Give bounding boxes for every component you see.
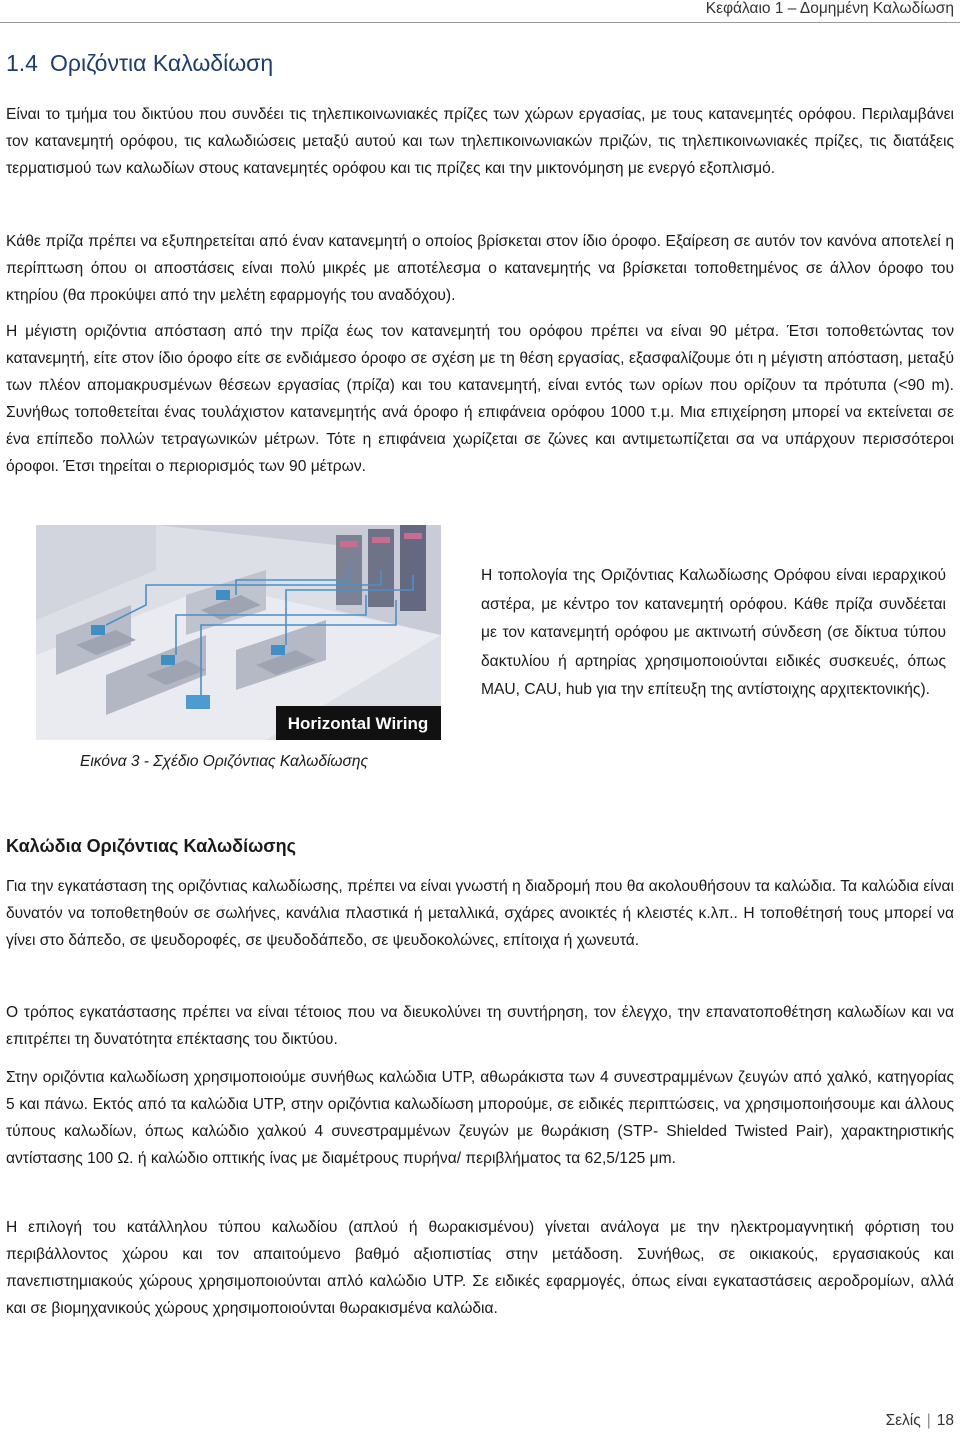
paragraph-installation-method: Ο τρόπος εγκατάστασης πρέπει να είναι τέτοιος που να διευκολύνει τη συντήρηση, τον έλεγχο, την επανατοποθέτηση καλωδίων και να επιτρέπει τη δυνατότητα επέκτασης του δικτύου. — [6, 1004, 954, 1048]
page-number: 18 — [936, 1412, 954, 1429]
computer — [91, 625, 105, 635]
left-wall — [36, 525, 156, 620]
section-title-text: Οριζόντια Καλωδίωση — [49, 50, 274, 76]
horizontal-wiring-illustration — [36, 525, 441, 740]
footer-separator: | — [926, 1412, 931, 1429]
header-divider — [0, 22, 960, 23]
page-footer — [886, 1412, 954, 1430]
computer — [161, 655, 175, 665]
subsection-title: Καλώδια Οριζόντιας Καλωδίωσης — [6, 836, 296, 856]
computer — [271, 645, 285, 655]
rack-panel — [372, 537, 390, 543]
figure-caption: Εικόνα 3 - Σχέδιο Οριζόντιας Καλωδίωσης — [80, 753, 368, 770]
paragraph-intro: Είναι το τμήμα του δικτύου που συνδέει τις τηλεπικοινωνιακές πρίζες των χώρων εργασίας, με τους κατανεμητές ορόφου. Περιλαμβάνει τον κατανεμητή ορόφου, τις καλωδιώσεις μεταξύ αυτού και των τηλεπικοινωνιακών πριζών, τις τηλεπικοινωνιακές πρίζες, τις διατάξεις τερματισμού των καλωδίων στους κατανεμητές ορόφου και τις πρίζες και την μικτονόμηση με ενεργό εξοπλισμό. — [6, 106, 954, 177]
page-label: Σελίς — [885, 1412, 921, 1429]
rack-panel — [404, 533, 422, 539]
paragraph-cable-routes: Για την εγκατάσταση της οριζόντιας καλωδίωσης, πρέπει να είναι γνωστή η διαδρομή που θα ακολουθήσουν τα καλώδια. Τα καλώδια είναι δυνατόν να τοποθετηθούν σε σωλήνες, κανάλια πλαστικά ή μεταλλικά, σχάρες ανοικτές ή κλειστές κ.λπ.. Η τοποθέτησή τους μπορεί να γίνει στο δάπεδο, σε ψευδοροφές, σε ψευδοδάπεδο, σε ψευδοκολώνες, επίτοιχα ή χωνευτά. — [6, 878, 954, 949]
paragraph-distributor-rule: Κάθε πρίζα πρέπει να εξυπηρετείται από έναν κατανεμητή ο οποίος βρίσκεται στον ίδιο όροφο. Εξαίρεση σε αυτόν τον κανόνα αποτελεί η περίπτωση όπου οι αποστάσεις είναι πολύ μικρές με αποτέλεσμα ο κατανεμητής να βρίσκεται τοποθετημένος σε άλλον όροφο του κτηρίου (θα προκύψει από την μελέτη εφαρμογής του αναδόχου). — [6, 233, 954, 304]
horizontal-wiring-figure — [36, 525, 441, 740]
computer — [216, 590, 230, 600]
figure-side-text: Η τοπολογία της Οριζόντιας Καλωδίωσης Ορόφου είναι ιεραρχικού αστέρα, με κέντρο τον κατανεμητή ορόφου. Κάθε πρίζα συνδέεται με τον κατανεμητή ορόφου με ακτινωτή σύνδεση (σε δίκτυα τύπου δακτυλίου ή αρτηρίας χρησιμοποιούνται ειδικές συσκευές, όπως MAU, CAU, hub για την επίτευξη της αντίστοιχης αρχιτεκτονικής). — [481, 567, 946, 698]
printer — [186, 695, 210, 709]
paragraph-max-distance: Η μέγιστη οριζόντια απόσταση από την πρίζα έως τον κατανεμητή του ορόφου πρέπει να είναι 90 μέτρα. Έτσι τοποθετώντας τον κατανεμητή, είτε στον ίδιο όροφο είτε σε ενδιάμεσο όροφο σε σχέση με τη θέση εργασίας, εξασφαλίζουμε ότι η μέγιστη απόσταση, μεταξύ των πλέον απομακρυσμένων θέσεων εργασίας (πρίζα) και του κατανεμητή, είναι εντός των ορίων που ορίζουν τα πρότυπα (<90 m). Συνήθως τοποθετείται ένας τουλάχιστον κατανεμητής ανά όροφο ή επιφάνεια ορόφου 1000 τ.μ. Μια επιχείρηση μπορεί να εκτείνεται σε ένα επίπεδο πολλών τετραγωνικών μέτρων. Τότε η επιφάνεια χωρίζεται σε ζώνες και αντιμετωπίζεται σα να υπάρχουν περισσότεροι όροφοι. Έτσι τηρείται ο περιορισμός των 90 μέτρων. — [6, 323, 954, 475]
chapter-header: Κεφάλαιο 1 – Δομημένη Καλωδίωση — [705, 0, 954, 17]
paragraph-cable-types: Στην οριζόντια καλωδίωση χρησιμοποιούμε συνήθως καλώδια UTP, αθωράκιστα των 4 συνεστραμμένων ζευγών από χαλκό, κατηγορίας 5 και πάνω. Εκτός από τα καλώδια UTP, στην οριζόντια καλωδίωση μπορούμε, σε ειδικές περιπτώσεις, να χρησιμοποιήσουμε και άλλους τύπους καλωδίων, όπως καλώδιο χαλκού 4 συνεστραμμένων ζευγών με θωράκιση (STP- Shielded Twisted Pair), χαρακτηριστικής αντίστασης 100 Ω. ή καλώδιο οπτικής ίνας με διαμέτρους πυρήνα/ περιβλήματος τα 62,5/125 μm. — [6, 1069, 954, 1167]
section-title — [6, 50, 273, 77]
paragraph-cable-selection: Η επιλογή του κατάλληλου τύπου καλωδίου (απλού ή θωρακισμένου) γίνεται ανάλογα με την ηλεκτρομαγνητική φόρτιση του περιβάλλοντος χώρου και τον απαιτούμενο βαθμό αξιοπιστίας στην μετάδοση. Συνήθως, σε οικιακούς, εργασιακούς και πανεπιστημιακούς χώρους χρησιμοποιούνται απλό καλώδιο UTP. Σε ειδικές εφαρμογές, όπως είναι εγκαταστάσεις αεροδρομίων, αλλά και σε βιομηχανικούς χώρους χρησιμοποιούνται θωρακισμένα καλώδια. — [6, 1219, 954, 1317]
rack-panel — [340, 541, 358, 547]
section-number: 1.4 — [6, 50, 38, 76]
figure-banner-text: Horizontal Wiring — [287, 714, 429, 733]
